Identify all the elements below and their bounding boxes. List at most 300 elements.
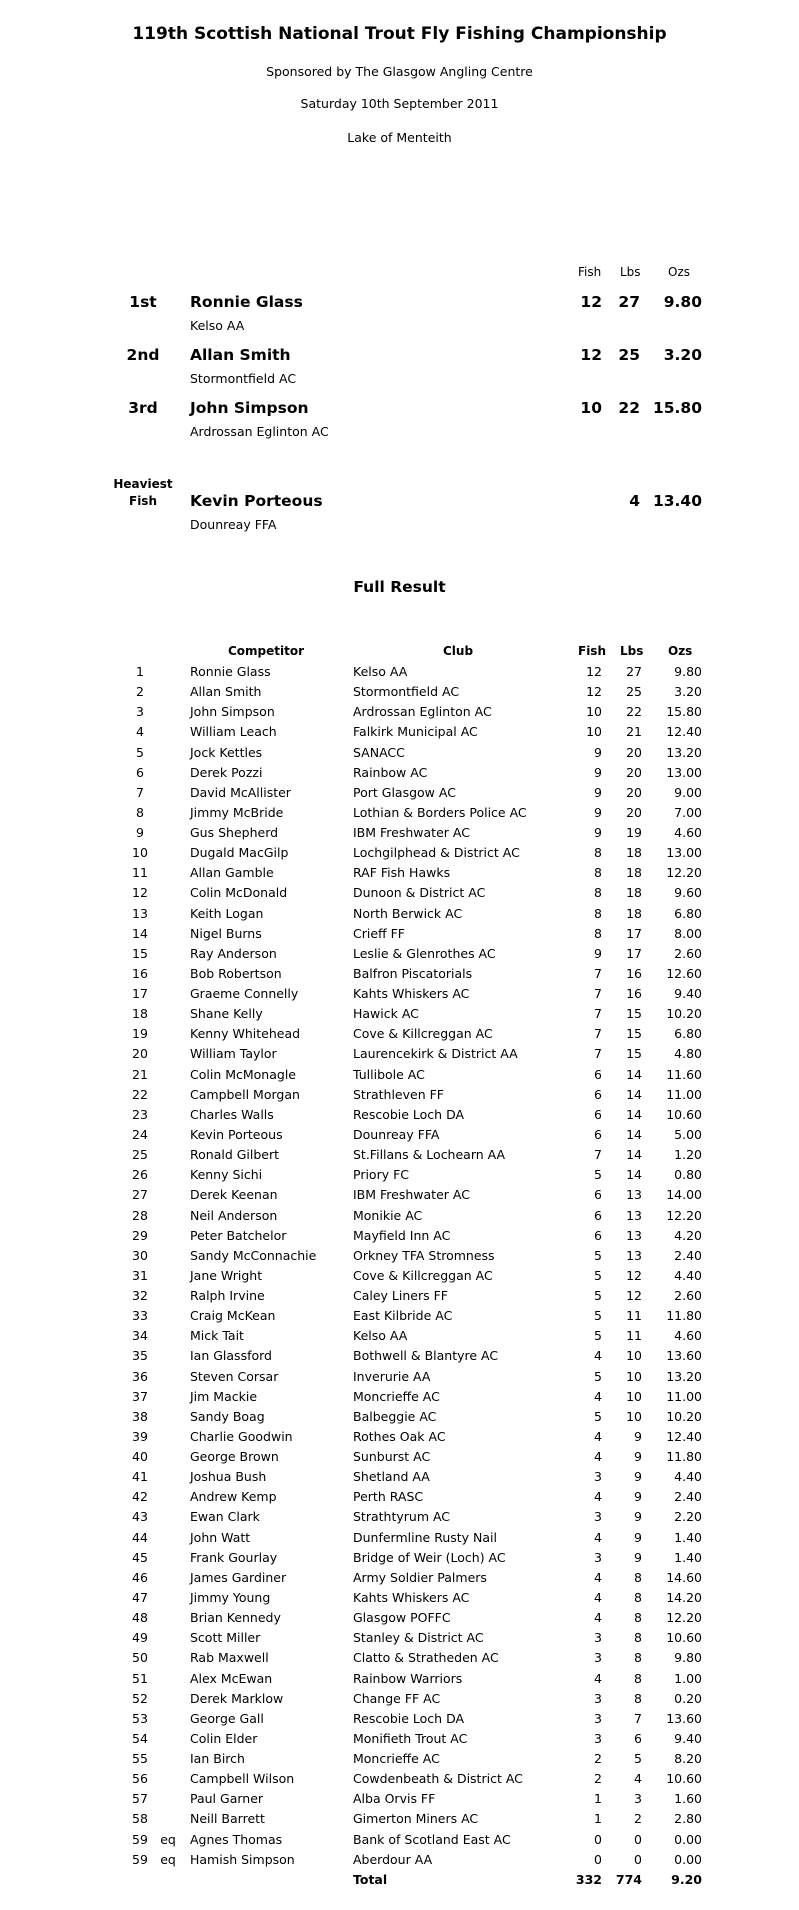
podium-fish: 12: [580, 346, 602, 364]
row-lbs: 5: [634, 1751, 642, 1767]
heaviest-ozs: 13.40: [652, 492, 702, 510]
podium-fish: 12: [580, 293, 602, 311]
row-competitor: Campbell Morgan: [190, 1086, 300, 1102]
row-fish: 4: [594, 1610, 602, 1626]
row-fish: 8: [594, 865, 602, 881]
row-lbs: 14: [626, 1106, 642, 1122]
row-club: Crieff FF: [353, 925, 405, 941]
row-club: Moncrieffe AC: [353, 1388, 440, 1404]
row-fish: 9: [594, 804, 602, 820]
podium-lbs: 27: [618, 293, 640, 311]
row-position: 1: [136, 664, 144, 679]
podium-lbs: 25: [618, 346, 640, 364]
row-competitor: Colin Elder: [190, 1730, 258, 1746]
row-ozs: 4.40: [674, 1267, 702, 1283]
row-club: IBM Freshwater AC: [353, 825, 470, 841]
row-club: Rescobie Loch DA: [353, 1710, 465, 1726]
row-club: Dunfermline Rusty Nail: [353, 1529, 497, 1545]
row-position: 36: [132, 1368, 148, 1384]
row-ozs: 9.60: [674, 885, 702, 901]
row-fish: 5: [594, 1368, 602, 1384]
row-ozs: 4.60: [674, 825, 702, 841]
row-club: Gimerton Miners AC: [353, 1811, 479, 1827]
row-club: Cove & Killcreggan AC: [353, 1267, 493, 1283]
row-competitor: Ray Anderson: [190, 945, 277, 961]
row-fish: 12: [586, 664, 602, 679]
row-club: Dunoon & District AC: [353, 885, 486, 901]
row-ozs: 14.20: [666, 1589, 702, 1605]
podium-club: Ardrossan Eglinton AC: [190, 424, 329, 439]
row-competitor: Ian Birch: [190, 1751, 245, 1767]
event-date: Saturday 10th September 2011: [300, 96, 499, 111]
table-row: [0, 724, 799, 744]
row-club: Leslie & Glenrothes AC: [353, 945, 496, 961]
table-row: [0, 825, 799, 845]
table-row: [0, 1791, 799, 1811]
row-lbs: 11: [626, 1308, 642, 1324]
row-club: Tullibole AC: [353, 1066, 425, 1082]
row-lbs: 10: [626, 1408, 642, 1424]
col-header-ozs: Ozs: [668, 644, 693, 658]
row-fish: 9: [594, 744, 602, 760]
row-club: SANACC: [353, 744, 405, 760]
table-row: [0, 765, 799, 785]
row-position: 7: [136, 784, 144, 800]
table-row: [0, 986, 799, 1006]
row-club: Strathleven FF: [353, 1086, 444, 1102]
row-competitor: William Taylor: [190, 1046, 277, 1062]
total-label: Total: [353, 1871, 388, 1887]
table-row: [0, 745, 799, 765]
row-position: 56: [132, 1771, 148, 1787]
row-ozs: 2.40: [674, 1247, 702, 1263]
row-ozs: 1.60: [674, 1791, 702, 1807]
row-ozs: 13.20: [666, 1368, 702, 1384]
row-position: 31: [132, 1267, 148, 1283]
row-club: Bothwell & Blantyre AC: [353, 1348, 499, 1364]
row-club: Change FF AC: [353, 1690, 441, 1706]
row-fish: 3: [594, 1630, 602, 1646]
full-result-heading: Full Result: [353, 578, 446, 596]
table-row: [0, 1127, 799, 1147]
total-row: [0, 1872, 799, 1892]
row-position: 13: [132, 905, 148, 921]
row-position: 51: [132, 1670, 148, 1686]
row-ozs: 7.00: [674, 804, 702, 820]
row-competitor: Sandy Boag: [190, 1408, 265, 1424]
row-ozs: 1.40: [674, 1549, 702, 1565]
row-fish: 5: [594, 1167, 602, 1183]
row-fish: 3: [594, 1509, 602, 1525]
podium-fish: 10: [580, 399, 602, 417]
podium-rank: 2nd: [126, 346, 160, 364]
table-row: [0, 906, 799, 926]
row-lbs: 20: [626, 784, 642, 800]
row-competitor: Neill Barrett: [190, 1811, 265, 1827]
row-fish: 3: [594, 1710, 602, 1726]
row-position: 47: [132, 1589, 148, 1605]
row-lbs: 0: [634, 1851, 642, 1867]
row-club: Inverurie AA: [353, 1368, 431, 1384]
table-row: [0, 1348, 799, 1368]
row-club: Bridge of Weir (Loch) AC: [353, 1549, 506, 1565]
row-position: 25: [132, 1147, 148, 1163]
row-club: Cove & Killcreggan AC: [353, 1026, 493, 1042]
row-club: Mayfield Inn AC: [353, 1227, 451, 1243]
row-position: 20: [132, 1046, 148, 1062]
row-lbs: 12: [626, 1267, 642, 1283]
table-row: [0, 966, 799, 986]
row-fish: 4: [594, 1670, 602, 1686]
row-lbs: 16: [626, 965, 642, 981]
row-fish: 9: [594, 784, 602, 800]
row-competitor: Ian Glassford: [190, 1348, 272, 1364]
row-club: RAF Fish Hawks: [353, 865, 451, 881]
table-row: [0, 1751, 799, 1771]
row-position: 59: [132, 1851, 148, 1867]
row-club: Monikie AC: [353, 1207, 423, 1223]
row-competitor: Hamish Simpson: [190, 1851, 295, 1867]
row-lbs: 3: [634, 1791, 642, 1807]
row-club: Alba Orvis FF: [353, 1791, 436, 1807]
row-club: IBM Freshwater AC: [353, 1187, 470, 1203]
row-position: 55: [132, 1751, 148, 1767]
row-fish: 6: [594, 1187, 602, 1203]
row-lbs: 15: [626, 1026, 642, 1042]
row-competitor: Brian Kennedy: [190, 1610, 281, 1626]
row-ozs: 10.20: [666, 1006, 702, 1022]
row-fish: 7: [594, 1147, 602, 1163]
row-position: 10: [132, 845, 148, 861]
table-row: [0, 1208, 799, 1228]
page-title: 119th Scottish National Trout Fly Fishing Championship: [132, 24, 667, 44]
table-row: [0, 1187, 799, 1207]
podium-header-ozs: Ozs: [668, 265, 690, 279]
row-fish: 3: [594, 1730, 602, 1746]
row-club: Orkney TFA Stromness: [353, 1247, 495, 1263]
row-position: 5: [136, 744, 144, 760]
table-row: [0, 1268, 799, 1288]
table-row: [0, 1852, 799, 1872]
row-competitor: Derek Marklow: [190, 1690, 284, 1706]
row-fish: 8: [594, 845, 602, 861]
total-fish: 332: [575, 1871, 602, 1887]
row-fish: 3: [594, 1690, 602, 1706]
row-lbs: 9: [634, 1428, 642, 1444]
row-club: Kelso AA: [353, 664, 408, 679]
row-lbs: 8: [634, 1650, 642, 1666]
row-position: 37: [132, 1388, 148, 1404]
row-lbs: 25: [626, 684, 642, 700]
podium-name: Ronnie Glass: [190, 293, 303, 311]
row-ozs: 6.80: [674, 1026, 702, 1042]
row-ozs: 10.60: [666, 1106, 702, 1122]
row-fish: 2: [594, 1751, 602, 1767]
row-lbs: 19: [626, 825, 642, 841]
row-fish: 5: [594, 1247, 602, 1263]
podium-rank: 3rd: [128, 399, 158, 417]
table-row: [0, 1067, 799, 1087]
row-fish: 4: [594, 1428, 602, 1444]
row-position: 35: [132, 1348, 148, 1364]
row-club: Stanley & District AC: [353, 1630, 484, 1646]
row-ozs: 13.20: [666, 744, 702, 760]
table-row: [0, 1147, 799, 1167]
row-club: Dounreay FFA: [353, 1126, 440, 1142]
col-header-lbs: Lbs: [620, 644, 644, 658]
row-position: 34: [132, 1328, 148, 1344]
podium-header-lbs: Lbs: [620, 265, 641, 279]
row-club: North Berwick AC: [353, 905, 463, 921]
row-lbs: 18: [626, 865, 642, 881]
row-lbs: 14: [626, 1066, 642, 1082]
table-row: [0, 1429, 799, 1449]
table-row: [0, 785, 799, 805]
podium-name: Allan Smith: [190, 346, 291, 364]
row-eq-marker: eq: [160, 1831, 176, 1847]
row-competitor: Sandy McConnachie: [190, 1247, 317, 1263]
row-competitor: Scott Miller: [190, 1630, 261, 1646]
row-club: Priory FC: [353, 1167, 410, 1183]
row-competitor: Gus Shepherd: [190, 825, 279, 841]
row-club: Kahts Whiskers AC: [353, 986, 470, 1002]
row-position: 26: [132, 1167, 148, 1183]
row-ozs: 4.40: [674, 1469, 702, 1485]
row-fish: 6: [594, 1207, 602, 1223]
table-row: [0, 946, 799, 966]
row-club: Rescobie Loch DA: [353, 1106, 465, 1122]
row-position: 23: [132, 1106, 148, 1122]
row-lbs: 17: [626, 945, 642, 961]
row-competitor: Derek Keenan: [190, 1187, 278, 1203]
row-position: 12: [132, 885, 148, 901]
row-club: Aberdour AA: [353, 1851, 433, 1867]
row-ozs: 14.60: [666, 1569, 702, 1585]
row-lbs: 10: [626, 1368, 642, 1384]
table-row: [0, 1590, 799, 1610]
row-ozs: 2.60: [674, 1288, 702, 1304]
row-ozs: 15.80: [666, 704, 702, 720]
row-lbs: 21: [626, 724, 642, 740]
row-position: 57: [132, 1791, 148, 1807]
row-club: Clatto & Stratheden AC: [353, 1650, 499, 1666]
row-position: 15: [132, 945, 148, 961]
row-club: Bank of Scotland East AC: [353, 1831, 511, 1847]
row-ozs: 1.40: [674, 1529, 702, 1545]
row-lbs: 14: [626, 1086, 642, 1102]
row-lbs: 0: [634, 1831, 642, 1847]
podium-ozs: 9.80: [663, 293, 702, 311]
row-competitor: Joshua Bush: [190, 1469, 267, 1485]
heaviest-label-line1: Heaviest: [113, 477, 173, 491]
heaviest-label: [110, 476, 176, 510]
row-club: Army Soldier Palmers: [353, 1569, 487, 1585]
row-position: 32: [132, 1288, 148, 1304]
row-fish: 12: [586, 684, 602, 700]
row-position: 53: [132, 1710, 148, 1726]
podium-name: John Simpson: [190, 399, 309, 417]
row-position: 41: [132, 1469, 148, 1485]
row-lbs: 9: [634, 1549, 642, 1565]
row-fish: 4: [594, 1489, 602, 1505]
table-row: [0, 1671, 799, 1691]
row-competitor: Shane Kelly: [190, 1006, 263, 1022]
table-row: [0, 1731, 799, 1751]
row-competitor: Jane Wright: [190, 1267, 263, 1283]
row-fish: 4: [594, 1388, 602, 1404]
row-ozs: 0.00: [674, 1831, 702, 1847]
row-ozs: 13.60: [666, 1348, 702, 1364]
row-club: Rainbow AC: [353, 764, 428, 780]
row-competitor: Jimmy Young: [190, 1589, 271, 1605]
row-club: Cowdenbeath & District AC: [353, 1771, 523, 1787]
row-ozs: 11.60: [666, 1066, 702, 1082]
row-ozs: 2.60: [674, 945, 702, 961]
row-competitor: John Simpson: [190, 704, 275, 720]
row-fish: 9: [594, 945, 602, 961]
podium-club: Kelso AA: [190, 318, 245, 333]
row-club: East Kilbride AC: [353, 1308, 453, 1324]
row-position: 52: [132, 1690, 148, 1706]
row-lbs: 18: [626, 845, 642, 861]
row-position: 59: [132, 1831, 148, 1847]
row-fish: 4: [594, 1529, 602, 1545]
podium-header-fish: Fish: [578, 265, 602, 279]
table-row: [0, 1691, 799, 1711]
row-competitor: Kenny Whitehead: [190, 1026, 301, 1042]
row-competitor: Steven Corsar: [190, 1368, 279, 1384]
table-row: [0, 1389, 799, 1409]
row-position: 2: [136, 684, 144, 700]
row-club: Monifieth Trout AC: [353, 1730, 468, 1746]
table-row: [0, 1509, 799, 1529]
row-ozs: 6.80: [674, 905, 702, 921]
row-ozs: 12.60: [666, 965, 702, 981]
table-row: [0, 1771, 799, 1791]
row-fish: 6: [594, 1106, 602, 1122]
row-lbs: 8: [634, 1589, 642, 1605]
row-fish: 4: [594, 1348, 602, 1364]
col-header-club: Club: [443, 644, 474, 658]
row-lbs: 9: [634, 1449, 642, 1465]
row-lbs: 13: [626, 1247, 642, 1263]
row-position: 43: [132, 1509, 148, 1525]
row-lbs: 9: [634, 1469, 642, 1485]
row-position: 14: [132, 925, 148, 941]
row-competitor: Agnes Thomas: [190, 1831, 283, 1847]
row-club: Rainbow Warriors: [353, 1670, 463, 1686]
row-competitor: George Gall: [190, 1710, 264, 1726]
row-lbs: 9: [634, 1529, 642, 1545]
row-lbs: 9: [634, 1489, 642, 1505]
table-row: [0, 664, 799, 684]
heaviest-club: Dounreay FFA: [190, 517, 277, 532]
row-position: 49: [132, 1630, 148, 1646]
total-lbs: 774: [615, 1871, 642, 1887]
row-ozs: 2.20: [674, 1509, 702, 1525]
row-fish: 9: [594, 764, 602, 780]
row-position: 21: [132, 1066, 148, 1082]
row-club: Hawick AC: [353, 1006, 419, 1022]
row-club: St.Fillans & Lochearn AA: [353, 1147, 506, 1163]
heaviest-lbs: 4: [629, 492, 640, 510]
row-club: Stormontfield AC: [353, 684, 460, 700]
table-row: [0, 1449, 799, 1469]
row-lbs: 22: [626, 704, 642, 720]
row-ozs: 11.00: [666, 1388, 702, 1404]
row-lbs: 18: [626, 885, 642, 901]
row-club: Balfron Piscatorials: [353, 965, 473, 981]
row-lbs: 20: [626, 744, 642, 760]
table-row: [0, 1167, 799, 1187]
row-club: Strathtyrum AC: [353, 1509, 451, 1525]
row-competitor: Campbell Wilson: [190, 1771, 295, 1787]
table-row: [0, 1630, 799, 1650]
heaviest-name: Kevin Porteous: [190, 492, 323, 510]
row-competitor: Bob Robertson: [190, 965, 282, 981]
row-fish: 8: [594, 905, 602, 921]
row-club: Caley Liners FF: [353, 1288, 448, 1304]
table-row: [0, 1811, 799, 1831]
row-lbs: 12: [626, 1288, 642, 1304]
row-ozs: 10.20: [666, 1408, 702, 1424]
row-position: 40: [132, 1449, 148, 1465]
row-position: 46: [132, 1569, 148, 1585]
row-position: 42: [132, 1489, 148, 1505]
row-club: Kahts Whiskers AC: [353, 1589, 470, 1605]
row-competitor: Allan Smith: [190, 684, 262, 700]
row-position: 33: [132, 1308, 148, 1324]
row-fish: 6: [594, 1086, 602, 1102]
row-position: 3: [136, 704, 144, 720]
row-lbs: 8: [634, 1690, 642, 1706]
row-competitor: Paul Garner: [190, 1791, 264, 1807]
row-competitor: Dugald MacGilp: [190, 845, 289, 861]
row-competitor: James Gardiner: [190, 1569, 287, 1585]
row-fish: 5: [594, 1267, 602, 1283]
row-fish: 7: [594, 1046, 602, 1062]
row-fish: 1: [594, 1791, 602, 1807]
row-competitor: Ewan Clark: [190, 1509, 260, 1525]
row-competitor: Charles Walls: [190, 1106, 274, 1122]
row-competitor: Andrew Kemp: [190, 1489, 277, 1505]
row-club: Perth RASC: [353, 1489, 424, 1505]
row-lbs: 8: [634, 1610, 642, 1626]
row-club: Kelso AA: [353, 1328, 408, 1344]
row-competitor: Colin McMonagle: [190, 1066, 296, 1082]
row-position: 38: [132, 1408, 148, 1424]
row-lbs: 6: [634, 1730, 642, 1746]
row-ozs: 9.00: [674, 784, 702, 800]
row-competitor: Alex McEwan: [190, 1670, 273, 1686]
row-lbs: 17: [626, 925, 642, 941]
table-row: [0, 1107, 799, 1127]
row-ozs: 3.20: [674, 684, 702, 700]
table-row: [0, 1046, 799, 1066]
row-ozs: 4.20: [674, 1227, 702, 1243]
row-competitor: Graeme Connelly: [190, 986, 299, 1002]
table-row: [0, 1248, 799, 1268]
table-row: [0, 865, 799, 885]
table-row: [0, 704, 799, 724]
row-position: 29: [132, 1227, 148, 1243]
row-lbs: 13: [626, 1187, 642, 1203]
table-row: [0, 1610, 799, 1630]
table-row: [0, 1228, 799, 1248]
row-lbs: 9: [634, 1509, 642, 1525]
row-competitor: Kenny Sichi: [190, 1167, 263, 1183]
row-lbs: 14: [626, 1147, 642, 1163]
